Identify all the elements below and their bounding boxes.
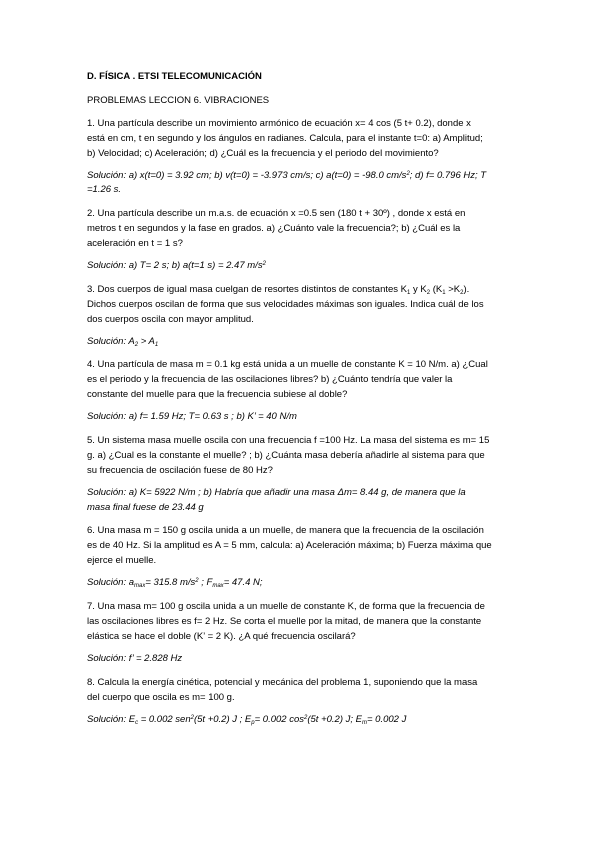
problem-2-line-3: aceleración en t = 1 s? xyxy=(87,238,183,249)
solution-text: = 0.002 sen xyxy=(138,714,191,725)
solution-subscript: max xyxy=(134,583,146,589)
solution-text: = 0.002 J xyxy=(367,714,407,725)
problem-5-solution-line-1: Solución: a) K= 5922 N/m ; b) Habría que añadir una masa Δm= 8.44 g, de manera que la xyxy=(87,487,466,498)
problem-7-line-2: las oscilaciones libres es f= 2 Hz. Se corta el muelle por la mitad, de manera que la constante xyxy=(87,616,482,627)
problem-4-solution: Solución: a) f= 1.59 Hz; T= 0.63 s ; b) K’ = 40 N/m xyxy=(87,411,297,422)
problem-3-line-1 xyxy=(87,284,469,296)
solution-text: (5t +0.2) J; E xyxy=(307,714,362,725)
problem-7-line-1: 7. Una masa m= 100 g oscila unida a un muelle de constante K, de forma que la frecuencia de xyxy=(87,601,485,612)
solution-superscript: 2 xyxy=(406,171,410,177)
problem-5-line-1: 5. Un sistema masa muelle oscila con una frecuencia f =100 Hz. La masa del sistema es m= 15 xyxy=(87,435,490,446)
solution-text: > A xyxy=(138,336,155,347)
solution-superscript: 2 xyxy=(195,578,199,584)
problem-text: (K xyxy=(430,284,443,295)
solution-subscript: m xyxy=(362,720,367,726)
problem-5-line-2: g. a) ¿Cual es la constante el muelle? ; b) ¿Cuánta masa debería añadirle al sistema para que xyxy=(87,450,485,461)
solution-subscript: max xyxy=(212,583,224,589)
problem-3-line-2: Dichos cuerpos oscilan de forma que sus velocidades máximas son iguales. Indica cuál de los xyxy=(87,299,484,310)
solution-text: Solución: E xyxy=(87,714,136,725)
problem-6-line-1: 6. Una masa m = 150 g oscila unida a un muelle, de manera que la frecuencia de la oscilación xyxy=(87,525,484,536)
problem-8-line-2: del cuerpo que oscila es m= 100 g. xyxy=(87,692,235,703)
problem-4-line-2: es el periodo y la frecuencia de las oscilaciones libres? b) ¿Cuánto tendría que valer la xyxy=(87,374,453,385)
problem-8-line-1: 8. Calcula la energía cinética, potencial y mecánica del problema 1, suponiendo que la masa xyxy=(87,677,478,688)
problem-7-line-3: elástica se hace el doble (K’ = 2 K). ¿A qué frecuencia oscilará? xyxy=(87,631,356,642)
solution-superscript: 2 xyxy=(262,261,266,267)
problem-1-solution-line-1 xyxy=(87,170,486,182)
solution-text: (5t +0.2) J ; E xyxy=(193,714,252,725)
solution-text: Solución: A xyxy=(87,336,135,347)
problem-5-line-3: su frecuencia de oscilación fuese de 80 Hz? xyxy=(87,465,273,476)
problem-subscript: 2 xyxy=(460,290,464,296)
solution-text: = 47.4 N; xyxy=(223,577,263,588)
solution-superscript: 2 xyxy=(304,715,308,721)
solution-text: ; F xyxy=(198,577,213,588)
problem-3-solution xyxy=(87,336,158,348)
problem-subscript: 1 xyxy=(407,290,411,296)
problem-5-solution-line-2: masa final fuese de 23.44 g xyxy=(87,502,204,513)
problem-3-line-3: dos cuerpos oscila con mayor amplitud. xyxy=(87,314,254,325)
solution-superscript: 2 xyxy=(190,715,194,721)
problem-text: 3. Dos cuerpos de igual masa cuelgan de resortes distintos de constantes K xyxy=(87,284,408,295)
solution-text: Solución: a xyxy=(87,577,135,588)
problem-subscript: 2 xyxy=(426,290,431,296)
problem-1-line-1: 1. Una partícula describe un movimiento armónico de ecuación x= 4 cos (5 t+ 0.2), donde x xyxy=(87,118,471,129)
problem-1-solution-line-2: =1.26 s. xyxy=(87,184,122,195)
problem-4-line-3: constante del muelle para que la frecuencia subiese al doble? xyxy=(87,389,348,400)
problem-text: >K xyxy=(445,284,461,295)
solution-text: = 0.002 cos xyxy=(254,714,304,725)
solution-text: = 315.8 m/s xyxy=(145,577,196,588)
solution-subscript: c xyxy=(135,720,139,726)
solution-text: Solución: a) T= 2 s; b) a(t=1 s) = 2.47 m/s xyxy=(87,260,263,271)
solution-subscript: 1 xyxy=(154,342,159,348)
problem-1-line-3: b) Velocidad; c) Aceleración; d) ¿Cuál es la frecuencia y el periodo del movimiento? xyxy=(87,148,439,159)
problem-2-solution xyxy=(87,260,266,272)
solution-text: ; d) f= 0.796 Hz; T xyxy=(409,170,487,181)
problem-8-solution xyxy=(87,714,406,726)
solution-text: Solución: a) x(t=0) = 3.92 cm; b) v(t=0) = -3.973 cm/s; c) a(t=0) = -98.0 cm/s xyxy=(87,170,407,181)
problem-text: ). xyxy=(463,284,470,295)
problem-2-line-2: metros t en segundos y la fase en grados. a) ¿Cuánto vale la frecuencia?; b) ¿Cuál es la xyxy=(87,223,461,234)
problem-6-line-2: es de 40 Hz. Si la amplitud es A = 5 mm, calcula: a) Aceleración máxima; b) Fuerza máxima que xyxy=(87,540,492,551)
solution-subscript: p xyxy=(251,720,255,726)
problem-text: y K xyxy=(410,284,427,295)
problem-7-solution: Solución: f’ = 2.828 Hz xyxy=(87,653,183,664)
document-title: D. FÍSICA . ETSI TELECOMUNICACIÓN xyxy=(87,71,262,82)
problem-2-line-1: 2. Una partícula describe un m.a.s. de ecuación x =0.5 sen (180 t + 30º) , donde x está en xyxy=(87,208,466,219)
problem-6-solution xyxy=(87,577,263,589)
document-subtitle: PROBLEMAS LECCION 6. VIBRACIONES xyxy=(87,95,270,106)
solution-subscript: 2 xyxy=(134,342,139,348)
problem-subscript: 1 xyxy=(442,290,446,296)
problem-1-line-2: está en cm, t en segundo y los ángulos en radianes. Calcula, para el instante t=0: a) Amplitud; xyxy=(87,133,483,144)
problem-6-line-3: ejerce el muelle. xyxy=(87,555,157,566)
problem-4-line-1: 4. Una partícula de masa m = 0.1 kg está unida a un muelle de constante K = 10 N/m. a) ¿Cual xyxy=(87,359,488,370)
